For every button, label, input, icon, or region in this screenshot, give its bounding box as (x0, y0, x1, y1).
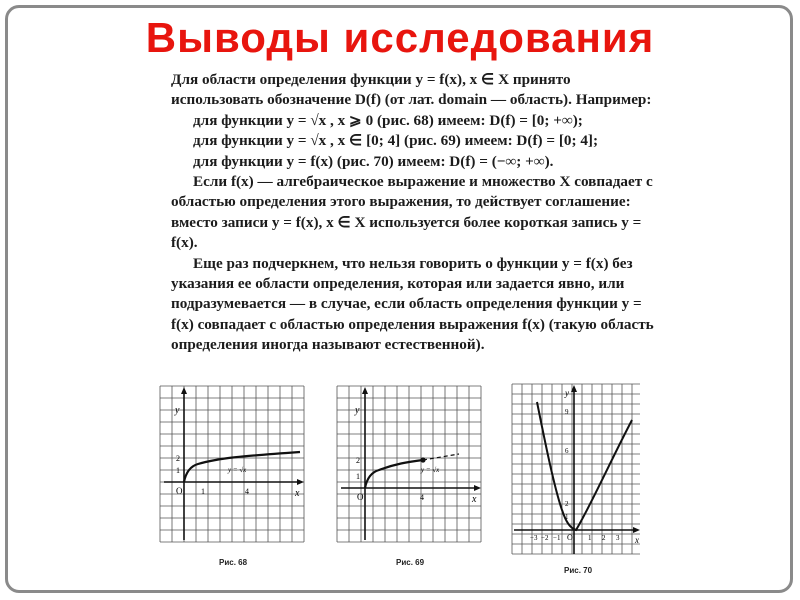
x-tick-label: −1 (553, 534, 561, 542)
y-axis-arrow-icon (181, 387, 187, 394)
paragraph-domain-notation: Для области определения функции y = f(x), x ∈ X принято использовать обозначение D(f) (от лат. domain — область). Например: (171, 71, 652, 109)
y-tick-label: 1 (356, 472, 360, 481)
x-axis-arrow-icon (633, 527, 640, 533)
paragraph-convention: Если f(x) — алгебраическое выражение и множество X совпадает с областью определения этого выражения, то действует соглашение: вместо записи y = f(x), x ∈ X используется более короткая запись y = f(x). (171, 173, 653, 252)
y-tick-label: 6 (565, 447, 569, 455)
x-tick-label: 4 (420, 493, 424, 502)
y-axis-label: y (175, 405, 180, 416)
origin-label: O (357, 492, 364, 502)
y-axis-label: y (565, 388, 569, 398)
endpoint-dot (420, 457, 425, 462)
curve-label: y = √x (228, 466, 247, 474)
y-axis-label: y (355, 405, 360, 416)
figure-70 (510, 382, 642, 558)
slide-title: Выводы исследования (145, 14, 655, 61)
textbook-text (171, 70, 659, 356)
y-axis-arrow-icon (362, 387, 368, 394)
x-axis-arrow-icon (297, 479, 304, 485)
y-tick-label: 1 (176, 466, 180, 475)
figure-68 (158, 384, 306, 544)
origin-label: O (176, 486, 183, 496)
x-tick-label: −2 (541, 534, 549, 542)
figure-69-caption: Рис. 69 (396, 558, 425, 567)
y-tick-label: 1 (565, 513, 569, 521)
sqrt-curve-continuation (423, 454, 459, 460)
x-tick-label: 1 (201, 487, 205, 496)
paragraph-emphasis: Еще раз подчеркнем, что нельзя говорить о функции y = f(x) без указания ее области определения, которая или задается явно, или подразумевается — в случае, если область определения функции y = f(x) совпадает с областью определения выражения f(x) (такую область определения иногда называют естественной). (171, 254, 654, 354)
y-tick-label: 2 (356, 456, 360, 465)
x-tick-label: 3 (616, 534, 620, 542)
x-axis-label: x (635, 535, 639, 545)
x-tick-label: 1 (588, 534, 592, 542)
example-fx: для функции y = f(x) (рис. 70) имеем: D(f) = (−∞; +∞). (193, 152, 554, 170)
y-tick-label: 2 (176, 454, 180, 463)
y-tick-label: 2 (565, 500, 569, 508)
sqrt-curve (365, 460, 423, 488)
x-tick-label: −3 (530, 534, 538, 542)
x-axis-label: x (472, 494, 477, 505)
function-curve (537, 402, 632, 530)
figure-69 (335, 384, 483, 544)
example-sqrt: для функции y = √x , x ⩾ 0 (рис. 68) имеем: D(f) = [0; +∞); (193, 111, 583, 129)
x-axis-label: x (295, 488, 300, 499)
y-tick-label: 9 (565, 408, 569, 416)
origin-label: O (567, 533, 573, 542)
figure-70-caption: Рис. 70 (564, 566, 593, 575)
x-axis-arrow-icon (474, 485, 481, 491)
example-sqrt-interval: для функции y = √x , x ∈ [0; 4] (рис. 69) имеем: D(f) = [0; 4]; (193, 132, 599, 150)
x-tick-label: 4 (245, 487, 249, 496)
x-tick-label: 2 (602, 534, 606, 542)
figure-68-caption: Рис. 68 (219, 558, 248, 567)
grid (160, 386, 304, 542)
curve-label: y = √x (421, 466, 440, 474)
